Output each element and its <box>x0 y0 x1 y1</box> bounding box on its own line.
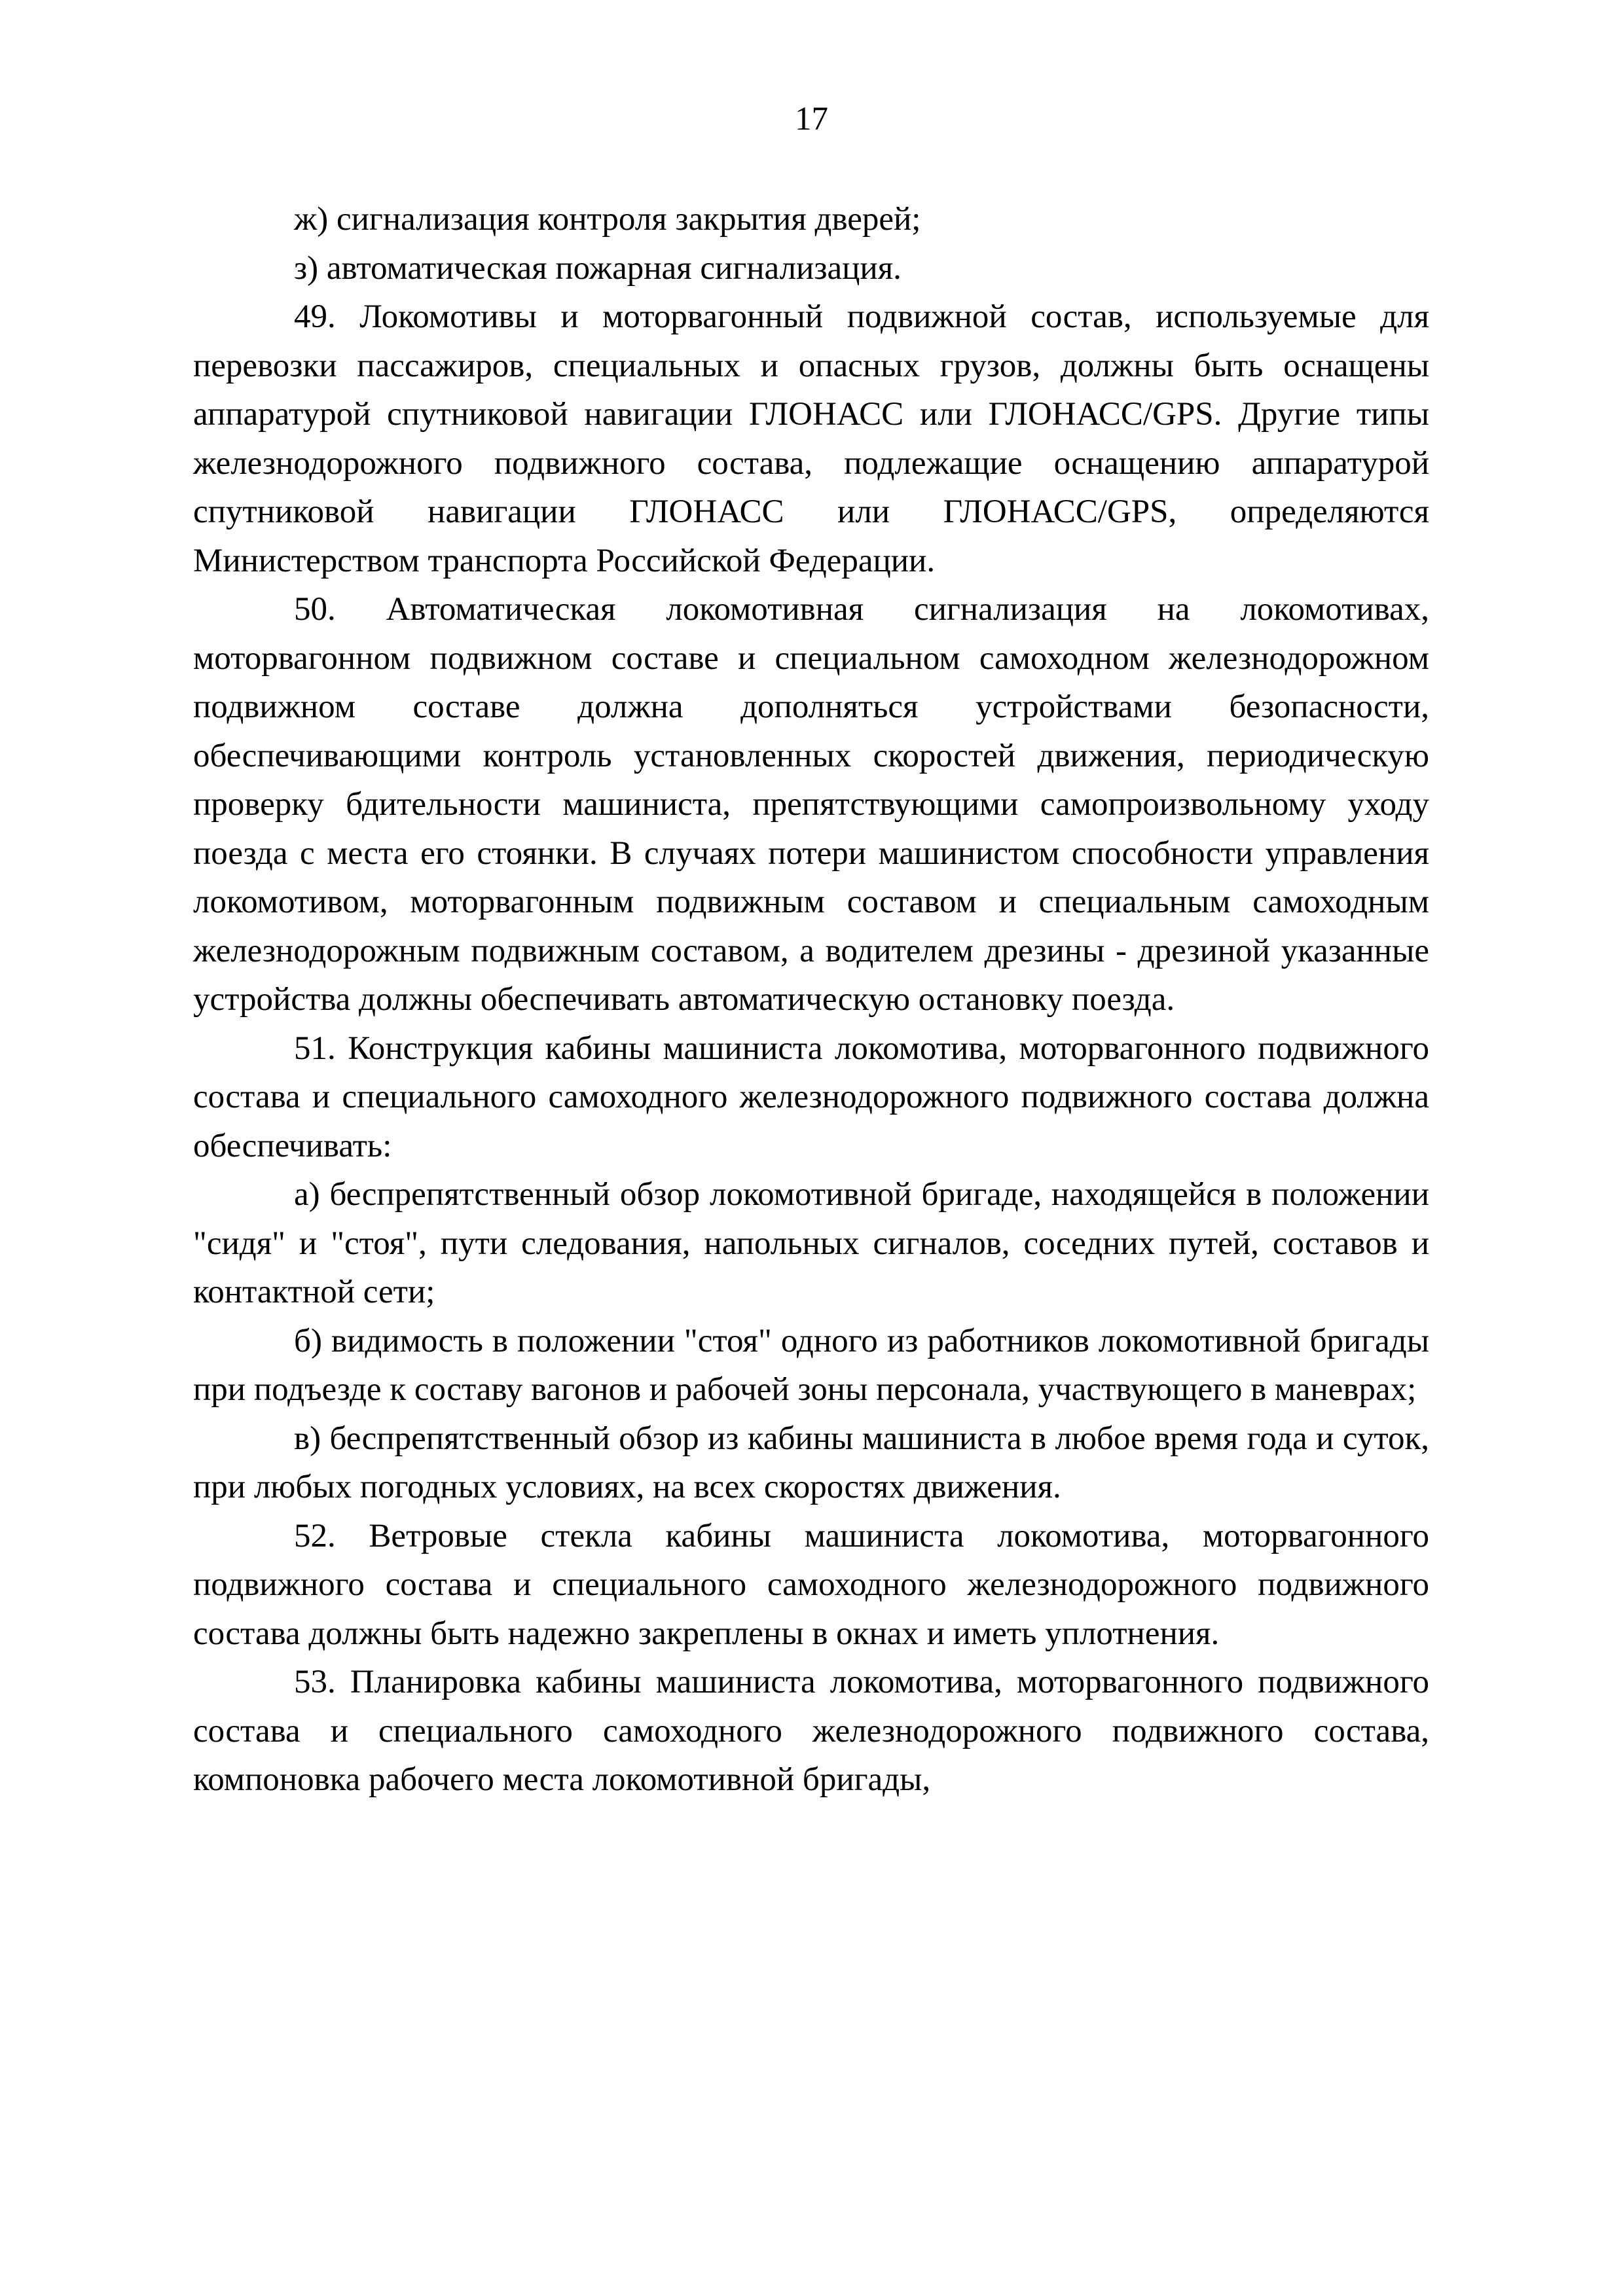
paragraph-z: з) автоматическая пожарная сигнализация. <box>294 249 902 287</box>
paragraph-50: 50. Автоматическая локомотивная сигнализация на локомотивах, моторвагонном подвижном составе и специальном самоходном железнодорожном подвижном составе должна дополняться устройствами безопасности, обеспечивающими контроль установленных скоростей движения, периодическую проверку бдительности машиниста, препятствующими самопроизвольному уходу поезда с места его стоянки. В случаях потери машинистом способности управления локомотивом, моторвагонным подвижным составом и специальным самоходным железнодорожным подвижным составом, а водителем дрезины - дрезиной указанные устройства должны обеспечивать автоматическую остановку поезда. <box>193 591 1429 1018</box>
paragraph-53: 53. Планировка кабины машиниста локомотива, моторвагонного подвижного состава и специального самоходного железнодорожного подвижного состава, компоновка рабочего места локомотивной бригады, <box>193 1664 1429 1798</box>
paragraph-zh: ж) сигнализация контроля закрытия дверей; <box>294 201 921 238</box>
paragraph-51-b: б) видимость в положении "стоя" одного из работников локомотивной бригады при подъезде к составу вагонов и рабочей зоны персонала, участвующего в маневрах; <box>193 1322 1429 1408</box>
paragraph-51: 51. Конструкция кабины машиниста локомотива, моторвагонного подвижного состава и специального самоходного железнодорожного подвижного состава должна обеспечивать: <box>193 1030 1429 1164</box>
paragraph-51-a: а) беспрепятственный обзор локомотивной бригаде, находящейся в положении "сидя" и "стоя", пути следования, напольных сигналов, соседних путей, составов и контактной сети; <box>193 1176 1429 1310</box>
page-number: 17 <box>795 101 828 137</box>
paragraph-51-v: в) беспрепятственный обзор из кабины машиниста в любое время года и суток, при любых погодных условиях, на всех скоростях движения. <box>193 1420 1429 1505</box>
paragraph-49: 49. Локомотивы и моторвагонный подвижной состав, используемые для перевозки пассажиров, специальных и опасных грузов, должны быть оснащены аппаратурой спутниковой навигации ГЛОНАСС или ГЛОНАСС/GPS. Другие типы железнодорожного подвижного состава, подлежащие оснащению аппаратурой спутниковой навигации ГЛОНАСС или ГЛОНАСС/GPS, определяются Министерством транспорта Российской Федерации. <box>193 298 1429 579</box>
document-body <box>193 195 1429 1804</box>
paragraph-52: 52. Ветровые стекла кабины машиниста локомотива, моторвагонного подвижного состава и специального самоходного железнодорожного подвижного состава должны быть надежно закреплены в окнах и иметь уплотнения. <box>193 1517 1429 1652</box>
